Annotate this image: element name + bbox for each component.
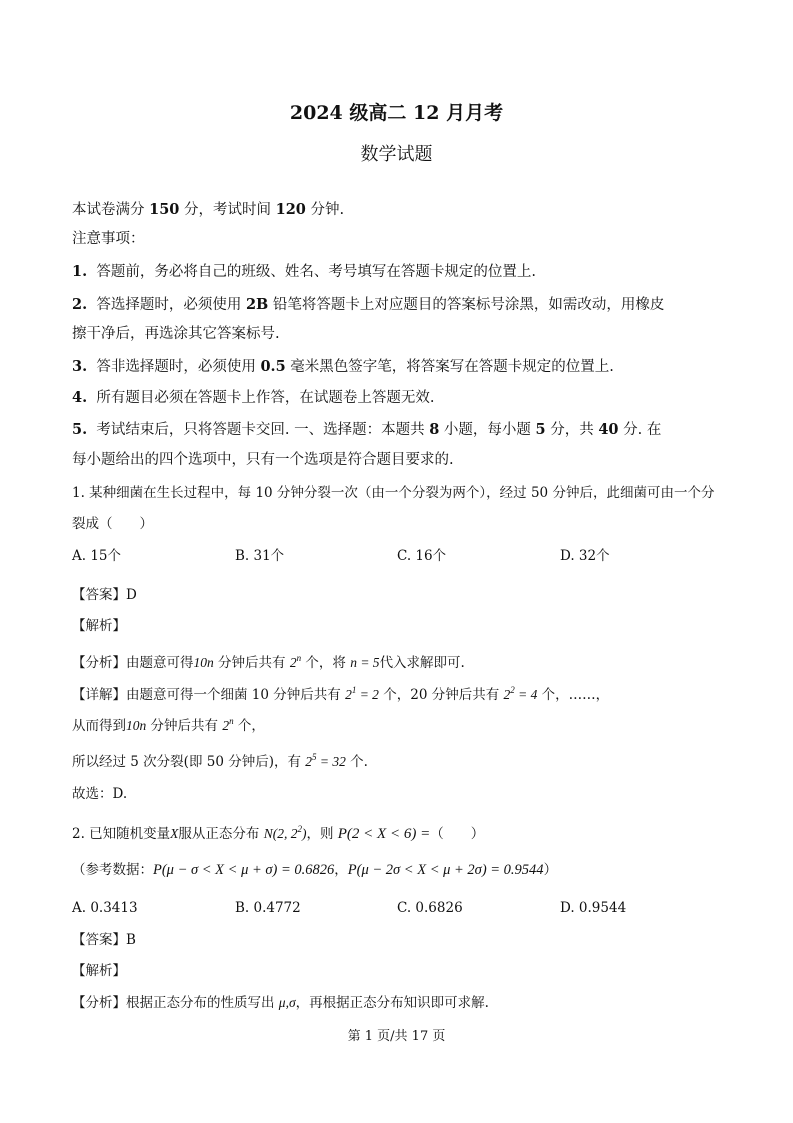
q1-option-b: B. 31个 (235, 548, 285, 564)
q2-option-a: A. 0.3413 (72, 900, 138, 916)
note-4: 4. 所有题目必须在答题卡上作答，在试题卷上答题无效. (72, 389, 435, 406)
q2-option-d: D. 0.9544 (560, 900, 627, 916)
q1-answer: 【答案】D (72, 587, 137, 603)
q2-reference-data: （参考数据：P(μ − σ < X < μ + σ) = 0.6826，P(μ − 2σ < X < μ + 2σ) = 0.9544） (72, 862, 558, 878)
q1-conclusion: 故选：D. (72, 786, 128, 802)
note-2-cont: 擦干净后，再选涂其它答案标号. (72, 326, 280, 342)
exam-subtitle: 数学试题 (360, 144, 433, 165)
q1-stem-line2: 裂成（ ） (72, 516, 153, 532)
note-1: 1. 答题前，务必将自己的班级、姓名、考号填写在答题卡规定的位置上. (72, 263, 536, 280)
q1-xiangjie-line2: 从而得到10n 分钟后共有 2$^n$ 个， (72, 716, 265, 734)
q1-stem-line1: 1. 某种细菌在生长过程中，每 10 分钟分裂一次（由一个分裂为两个），经过 50 分钟后，此细菌可由一个分 (72, 485, 715, 501)
q1-option-c: C. 16个 (397, 548, 447, 564)
q2-stem: 2. 已知随机变量X服从正态分布 N(2, $2^2$)，则 P(2 < X < 6) =（ ） (72, 824, 485, 842)
q2-option-b: B. 0.4772 (235, 900, 301, 916)
note-3: 3. 答非选择题时，必须使用 0.5 毫米黑色签字笔，将答案写在答题卡规定的位置上. (72, 358, 614, 375)
q1-option-a: A. 15个 (72, 548, 122, 564)
q2-answer: 【答案】B (72, 932, 136, 948)
q1-analysis-tag: 【解析】 (72, 618, 126, 634)
note-5: 5. 考试结束后，只将答题卡交回. 一、选择题：本题共 8 小题，每小题 5 分，共 40 分. 在 (72, 421, 662, 438)
q1-xiangjie-line3: 所以经过 5 次分裂(即 50 分钟后)，有 $2^5 = 32$ 个. (72, 752, 368, 770)
intro-score-time: 本试卷满分 150 分，考试时间 120 分钟. (72, 201, 345, 218)
q1-xiangjie: 【详解】由题意可得一个细菌 10 分钟后共有 $2^1 = 2$ 个，20 分钟后共有 $2^2 = 4$ 个，……， (72, 685, 610, 703)
q1-option-d: D. 32个 (560, 548, 610, 564)
q2-analysis-tag: 【解析】 (72, 963, 126, 979)
q2-option-c: C. 0.6826 (397, 900, 463, 916)
q1-fenxi: 【分析】由题意可得10n 分钟后共有 2$^n$ 个，将 n = 5代入求解即可. (72, 653, 465, 671)
note-2: 2. 答选择题时，必须使用 2B 铅笔将答题卡上对应题目的答案标号涂黑，如需改动，用橡皮 (72, 296, 665, 313)
notes-label: 注意事项： (72, 231, 145, 247)
page-number: 第 1 页/共 17 页 (347, 1029, 446, 1044)
exam-title: 2024 级高二 12 月月考 (289, 102, 504, 124)
q2-fenxi: 【分析】根据正态分布的性质写出 μ,σ，再根据正态分布知识即可求解. (72, 995, 489, 1011)
note-5-cont: 每小题给出的四个选项中，只有一个选项是符合题目要求的. (72, 452, 454, 468)
